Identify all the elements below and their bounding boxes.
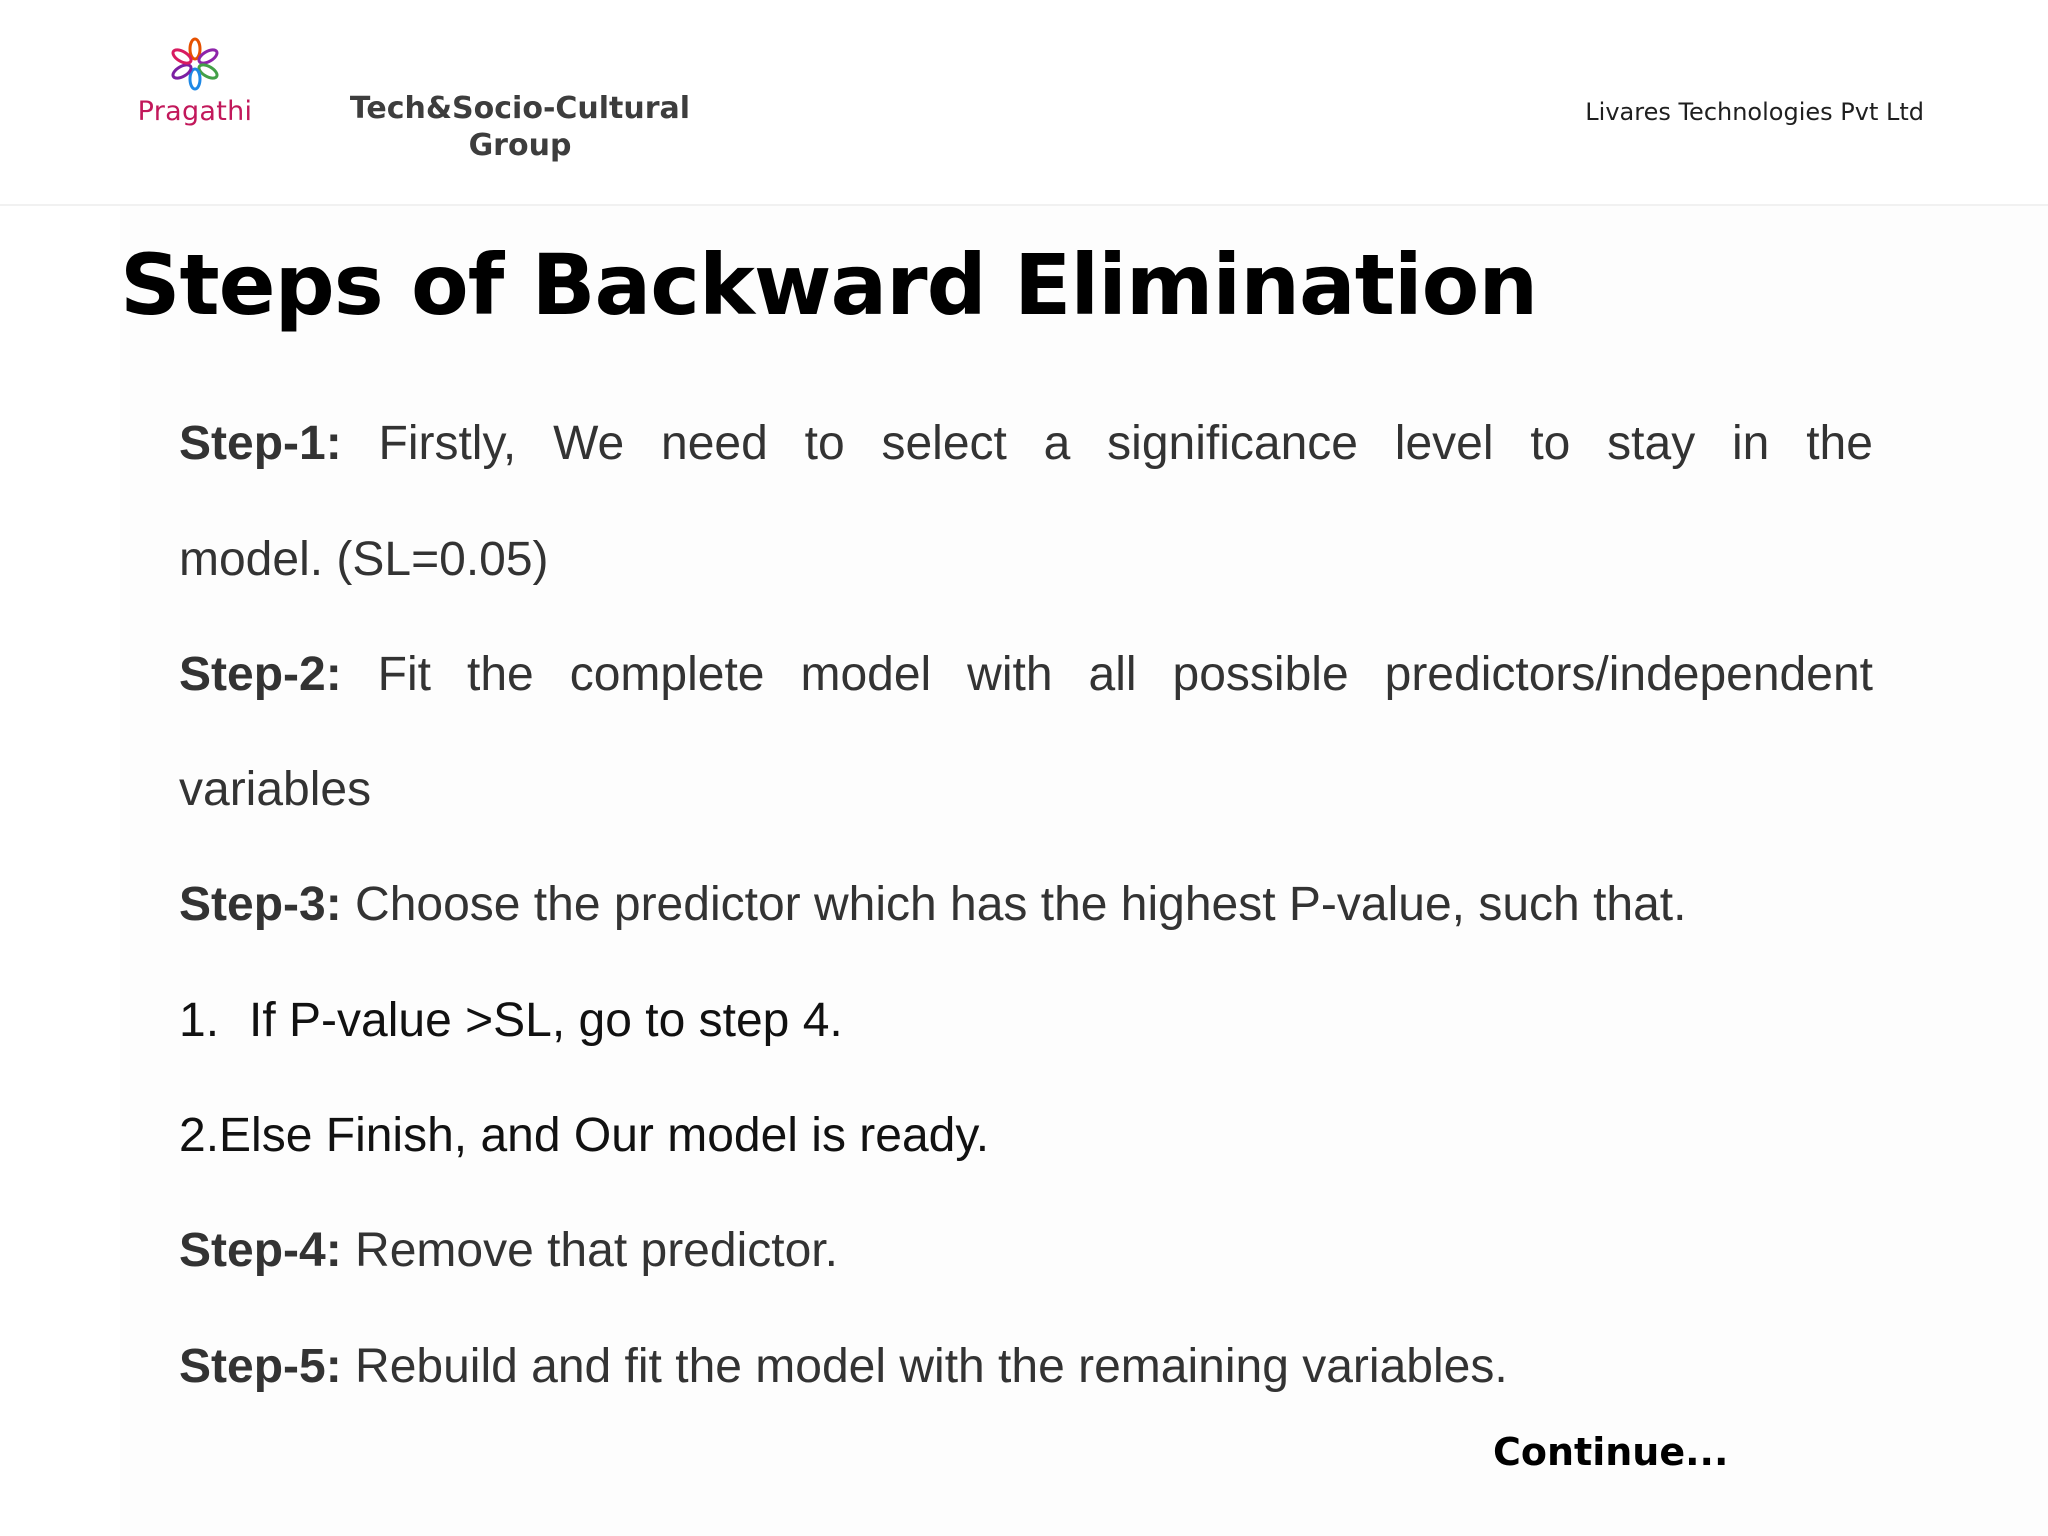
step-1-word: level bbox=[1394, 417, 1494, 470]
step-1-word: to bbox=[804, 417, 845, 470]
step-2-word: predictors/independent bbox=[1384, 648, 1873, 701]
pragathi-logo bbox=[130, 34, 260, 127]
step-1-word: stay bbox=[1607, 417, 1696, 470]
step-2-word: the bbox=[466, 648, 534, 701]
step-4-label: Step-4: bbox=[179, 1224, 342, 1277]
group-name-line-2: Group bbox=[468, 128, 572, 163]
flower-logo-icon bbox=[163, 34, 227, 94]
step-2-word: Fit bbox=[377, 648, 431, 701]
step-2-label: Step-2: bbox=[179, 648, 342, 701]
step-2-line-1 bbox=[179, 645, 1873, 705]
step-1-word: significance bbox=[1107, 417, 1358, 470]
slide-header bbox=[0, 0, 2048, 206]
step-3-line bbox=[179, 875, 1686, 935]
step-2-word: all bbox=[1088, 648, 1137, 701]
step-2-word: possible bbox=[1172, 648, 1349, 701]
step-1-word: in bbox=[1732, 417, 1770, 470]
sub-item-2-number: 2. bbox=[179, 1109, 220, 1162]
continue-label: Continue... bbox=[1493, 1430, 1729, 1474]
step-1-word: a bbox=[1043, 417, 1071, 470]
group-name bbox=[340, 90, 700, 164]
step-1-line-2: model. (SL=0.05) bbox=[179, 533, 549, 586]
step-5-label: Step-5: bbox=[179, 1340, 342, 1393]
step-1-label: Step-1: bbox=[179, 417, 342, 470]
step-1-word: select bbox=[881, 417, 1007, 470]
group-name-line-1: Tech&Socio-Cultural bbox=[349, 91, 691, 126]
sub-item-2-text: Else Finish, and Our model is ready. bbox=[219, 1109, 990, 1162]
company-name: Livares Technologies Pvt Ltd bbox=[1585, 98, 1924, 126]
step-3-text: Choose the predictor which has the highest P-value, such that. bbox=[341, 878, 1687, 931]
step-2-word: complete bbox=[569, 648, 765, 701]
step-5-text: Rebuild and fit the model with the remaining variables. bbox=[341, 1340, 1508, 1393]
step-1-word: the bbox=[1806, 417, 1873, 470]
step-4-line bbox=[179, 1221, 838, 1281]
logo-text: Pragathi bbox=[137, 96, 253, 127]
step-1-word: Firstly, bbox=[378, 417, 517, 470]
step-5-line bbox=[179, 1337, 1508, 1397]
sub-item-1-number: 1. bbox=[179, 994, 220, 1047]
step-1-word: We bbox=[553, 417, 625, 470]
step-1-line-1 bbox=[179, 414, 1873, 474]
step-2-word: model bbox=[800, 648, 932, 701]
page-title: Steps of Backward Elimination bbox=[120, 236, 1538, 334]
sub-item-1 bbox=[179, 991, 843, 1051]
sub-item-1-text: If P-value >SL, go to step 4. bbox=[249, 994, 843, 1047]
step-1-word: to bbox=[1530, 417, 1571, 470]
step-2-line-2: variables bbox=[179, 763, 372, 816]
step-2-word: with bbox=[967, 648, 1053, 701]
sub-item-2 bbox=[179, 1106, 989, 1166]
step-1-word: need bbox=[661, 417, 768, 470]
step-4-text: Remove that predictor. bbox=[341, 1224, 838, 1277]
step-3-label: Step-3: bbox=[179, 878, 342, 931]
